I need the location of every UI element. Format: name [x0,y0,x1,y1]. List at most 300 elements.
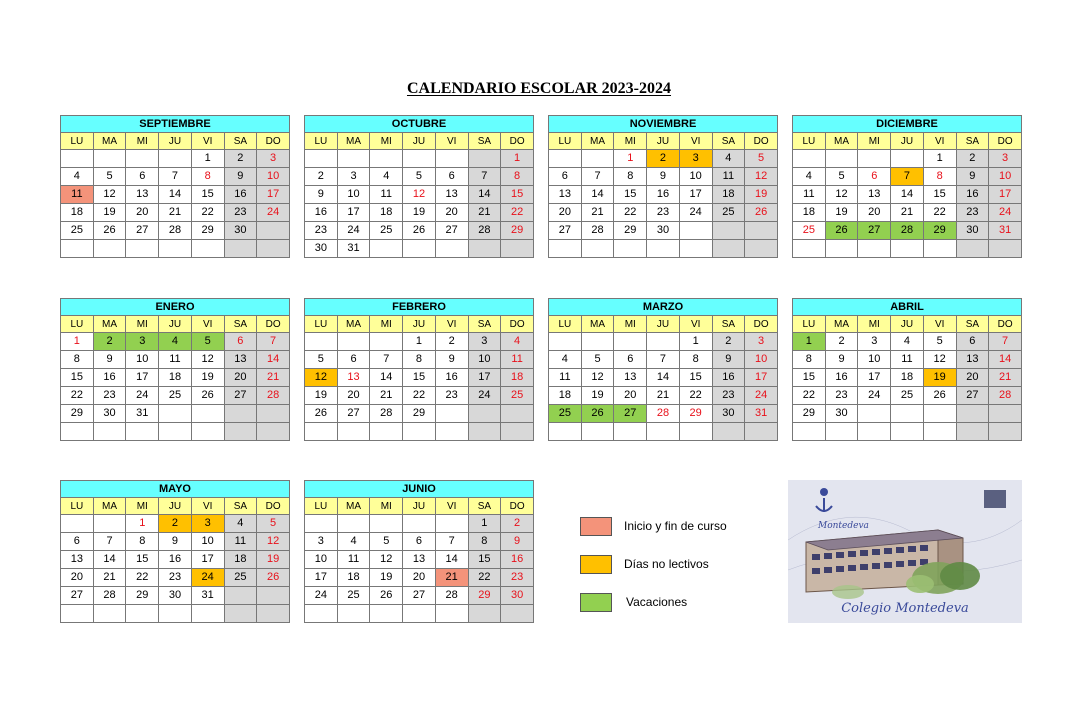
month-name: SEPTIEMBRE [60,115,290,132]
day-cell: 25 [891,387,924,405]
day-cell: 5 [745,150,778,168]
day-cell: 3 [745,333,778,351]
weekday-header: SA [712,316,745,333]
day-cell: 12 [825,186,858,204]
month-table [60,497,290,623]
day-cell: 24 [989,204,1022,222]
weekday-header: DO [989,316,1022,333]
day-cell: 27 [337,405,370,423]
day-cell: 8 [923,168,956,186]
day-cell: 4 [712,150,745,168]
day-cell: 12 [93,186,126,204]
month-name: ENERO [60,298,290,315]
day-cell: 19 [191,369,224,387]
day-cell: 19 [923,369,956,387]
day-cell: 2 [825,333,858,351]
month-calendar-diciembre [792,115,1022,258]
weekday-header: MA [825,316,858,333]
empty-day-cell [159,605,192,623]
day-cell: 12 [923,351,956,369]
day-cell: 23 [224,204,257,222]
day-cell: 21 [989,369,1022,387]
week-row [549,222,778,240]
week-row [305,240,534,258]
empty-day-cell [370,150,403,168]
weekday-header: MI [126,316,159,333]
empty-day-cell [403,515,436,533]
day-cell: 21 [581,204,614,222]
week-row [61,240,290,258]
day-cell: 19 [581,387,614,405]
day-cell: 11 [891,351,924,369]
weekday-header: SA [712,133,745,150]
empty-day-cell [403,240,436,258]
day-cell: 11 [337,551,370,569]
day-cell: 26 [825,222,858,240]
logo-school-name: Colegio Montedeva [841,601,969,616]
day-cell: 2 [956,150,989,168]
day-cell: 17 [257,186,290,204]
empty-day-cell [159,405,192,423]
weekday-header: DO [501,133,534,150]
empty-day-cell [468,405,501,423]
week-row [61,369,290,387]
day-cell: 27 [614,405,647,423]
legend-label: Inicio y fin de curso [624,519,727,533]
empty-day-cell [305,515,338,533]
day-cell: 1 [191,150,224,168]
empty-day-cell [224,423,257,441]
day-cell: 10 [468,351,501,369]
day-cell: 18 [159,369,192,387]
empty-day-cell [501,405,534,423]
day-cell: 12 [403,186,436,204]
empty-day-cell [126,605,159,623]
day-cell: 9 [647,168,680,186]
weekday-header: MA [581,316,614,333]
month-name: NOVIEMBRE [548,115,778,132]
day-cell: 1 [501,150,534,168]
day-cell: 26 [370,587,403,605]
weekday-header: MI [614,316,647,333]
month-calendar-marzo [548,298,778,441]
day-cell: 16 [435,369,468,387]
day-cell: 6 [61,533,94,551]
day-cell: 18 [61,204,94,222]
month-table [792,132,1022,258]
day-cell: 14 [581,186,614,204]
empty-day-cell [647,333,680,351]
day-cell: 20 [224,369,257,387]
empty-day-cell [370,605,403,623]
week-row [61,515,290,533]
day-cell: 8 [468,533,501,551]
day-cell: 13 [614,369,647,387]
empty-day-cell [712,240,745,258]
empty-day-cell [614,240,647,258]
week-row [793,405,1022,423]
day-cell: 25 [501,387,534,405]
month-calendar-abril [792,298,1022,441]
day-cell: 28 [257,387,290,405]
day-cell: 5 [93,168,126,186]
empty-day-cell [93,240,126,258]
day-cell: 23 [956,204,989,222]
empty-day-cell [435,423,468,441]
day-cell: 13 [224,351,257,369]
day-cell: 9 [305,186,338,204]
week-row [305,333,534,351]
day-cell: 21 [891,204,924,222]
month-name: MAYO [60,480,290,497]
weekday-header: LU [61,498,94,515]
day-cell: 6 [956,333,989,351]
weekday-header: VI [435,316,468,333]
day-cell: 28 [93,587,126,605]
day-cell: 22 [614,204,647,222]
weekday-header-row [61,498,290,515]
day-cell: 3 [679,150,712,168]
day-cell: 11 [370,186,403,204]
day-cell: 13 [956,351,989,369]
day-cell: 31 [337,240,370,258]
weekday-header: SA [224,316,257,333]
empty-day-cell [305,423,338,441]
empty-day-cell [825,240,858,258]
day-cell: 10 [191,533,224,551]
day-cell: 9 [435,351,468,369]
week-row [305,423,534,441]
day-cell: 15 [191,186,224,204]
week-row [61,387,290,405]
day-cell: 6 [549,168,582,186]
day-cell: 2 [435,333,468,351]
day-cell: 24 [126,387,159,405]
empty-day-cell [793,240,826,258]
day-cell: 4 [337,533,370,551]
day-cell: 5 [191,333,224,351]
week-row [61,186,290,204]
month-table [304,315,534,441]
weekday-header: JU [403,498,436,515]
week-row [549,240,778,258]
day-cell: 9 [501,533,534,551]
week-row [793,369,1022,387]
month-calendar-noviembre [548,115,778,258]
weekday-header: SA [224,133,257,150]
weekday-header: LU [305,316,338,333]
empty-day-cell [257,423,290,441]
empty-day-cell [126,240,159,258]
weekday-header: JU [891,133,924,150]
weekday-header: JU [647,133,680,150]
day-cell: 27 [403,587,436,605]
day-cell: 23 [712,387,745,405]
day-cell: 24 [679,204,712,222]
day-cell: 21 [257,369,290,387]
day-cell: 11 [712,168,745,186]
day-cell: 23 [305,222,338,240]
week-row [305,515,534,533]
day-cell: 10 [126,351,159,369]
weekday-header: VI [435,498,468,515]
day-cell: 11 [159,351,192,369]
day-cell: 26 [581,405,614,423]
week-row [61,423,290,441]
week-row [305,551,534,569]
empty-day-cell [126,150,159,168]
day-cell: 18 [891,369,924,387]
day-cell: 12 [581,369,614,387]
day-cell: 6 [614,351,647,369]
day-cell: 15 [923,186,956,204]
legend-swatch [580,517,612,536]
day-cell: 30 [956,222,989,240]
day-cell: 11 [793,186,826,204]
week-row [305,605,534,623]
day-cell: 12 [191,351,224,369]
week-row [61,569,290,587]
weekday-header: MA [337,316,370,333]
weekday-header-row [549,133,778,150]
day-cell: 22 [191,204,224,222]
empty-day-cell [956,405,989,423]
empty-day-cell [581,150,614,168]
week-row [61,405,290,423]
weekday-header: MA [581,133,614,150]
day-cell: 25 [549,405,582,423]
day-cell: 12 [257,533,290,551]
empty-day-cell [679,222,712,240]
empty-day-cell [337,605,370,623]
day-cell: 15 [614,186,647,204]
day-cell: 8 [61,351,94,369]
day-cell: 2 [159,515,192,533]
empty-day-cell [337,333,370,351]
empty-day-cell [305,150,338,168]
week-row [305,587,534,605]
day-cell: 18 [370,204,403,222]
day-cell: 6 [435,168,468,186]
day-cell: 9 [159,533,192,551]
day-cell: 19 [257,551,290,569]
day-cell: 8 [191,168,224,186]
day-cell: 29 [126,587,159,605]
day-cell: 8 [403,351,436,369]
day-cell: 17 [745,369,778,387]
empty-day-cell [93,515,126,533]
day-cell: 9 [712,351,745,369]
week-row [305,150,534,168]
day-cell: 1 [468,515,501,533]
weekday-header: LU [793,133,826,150]
weekday-header: SA [956,133,989,150]
week-row [793,423,1022,441]
day-cell: 15 [468,551,501,569]
empty-day-cell [793,150,826,168]
day-cell: 11 [224,533,257,551]
day-cell: 24 [745,387,778,405]
empty-day-cell [549,423,582,441]
empty-day-cell [159,150,192,168]
empty-day-cell [468,150,501,168]
weekday-header: MI [126,498,159,515]
weekday-header: MA [337,133,370,150]
weekday-header: DO [745,133,778,150]
week-row [305,222,534,240]
empty-day-cell [61,240,94,258]
empty-day-cell [581,423,614,441]
day-cell: 23 [501,569,534,587]
empty-day-cell [257,605,290,623]
weekday-header: VI [191,498,224,515]
corner-emblem [984,490,1006,508]
day-cell: 8 [793,351,826,369]
day-cell: 21 [468,204,501,222]
week-row [549,369,778,387]
weekday-header-row [61,133,290,150]
empty-day-cell [305,605,338,623]
empty-day-cell [793,423,826,441]
month-calendar-febrero [304,298,534,441]
empty-day-cell [370,423,403,441]
week-row [305,204,534,222]
empty-day-cell [61,605,94,623]
week-row [793,186,1022,204]
empty-day-cell [257,587,290,605]
empty-day-cell [257,240,290,258]
day-cell: 1 [614,150,647,168]
day-cell: 18 [501,369,534,387]
day-cell: 20 [549,204,582,222]
weekday-header: SA [468,316,501,333]
day-cell: 16 [712,369,745,387]
day-cell: 15 [126,551,159,569]
day-cell: 27 [435,222,468,240]
month-table [60,315,290,441]
empty-day-cell [581,333,614,351]
day-cell: 26 [745,204,778,222]
day-cell: 1 [126,515,159,533]
day-cell: 26 [257,569,290,587]
weekday-header-row [305,316,534,333]
weekday-header: SA [468,498,501,515]
day-cell: 22 [923,204,956,222]
day-cell: 25 [793,222,826,240]
day-cell: 16 [224,186,257,204]
day-cell: 2 [712,333,745,351]
empty-day-cell [159,423,192,441]
day-cell: 20 [956,369,989,387]
weekday-header: DO [257,316,290,333]
day-cell: 26 [191,387,224,405]
week-row [549,333,778,351]
empty-day-cell [647,240,680,258]
day-cell: 16 [501,551,534,569]
week-row [61,587,290,605]
day-cell: 7 [370,351,403,369]
empty-day-cell [435,240,468,258]
week-row [793,351,1022,369]
day-cell: 2 [305,168,338,186]
empty-day-cell [403,150,436,168]
day-cell: 8 [126,533,159,551]
day-cell: 15 [501,186,534,204]
weekday-header: SA [956,316,989,333]
week-row [793,150,1022,168]
weekday-header: JU [403,133,436,150]
day-cell: 21 [647,387,680,405]
day-cell: 20 [435,204,468,222]
week-row [61,351,290,369]
day-cell: 3 [126,333,159,351]
empty-day-cell [712,222,745,240]
empty-day-cell [549,150,582,168]
weekday-header: JU [159,498,192,515]
empty-day-cell [224,605,257,623]
weekday-header: JU [403,316,436,333]
day-cell: 24 [337,222,370,240]
day-cell: 22 [126,569,159,587]
day-cell: 14 [989,351,1022,369]
weekday-header-row [305,133,534,150]
empty-day-cell [257,405,290,423]
weekday-header-row [549,316,778,333]
week-row [305,569,534,587]
day-cell: 14 [370,369,403,387]
day-cell: 16 [305,204,338,222]
day-cell: 9 [825,351,858,369]
empty-day-cell [93,150,126,168]
day-cell: 5 [923,333,956,351]
empty-day-cell [501,605,534,623]
day-cell: 17 [989,186,1022,204]
weekday-header-row [793,133,1022,150]
day-cell: 23 [825,387,858,405]
week-row [61,150,290,168]
weekday-header: JU [891,316,924,333]
empty-day-cell [858,423,891,441]
day-cell: 26 [923,387,956,405]
day-cell: 25 [337,587,370,605]
day-cell: 28 [370,405,403,423]
day-cell: 11 [501,351,534,369]
day-cell: 12 [745,168,778,186]
empty-day-cell [370,240,403,258]
day-cell: 28 [989,387,1022,405]
weekday-header: LU [549,133,582,150]
empty-day-cell [956,423,989,441]
day-cell: 30 [501,587,534,605]
weekday-header: VI [435,133,468,150]
weekday-header: MI [126,133,159,150]
empty-day-cell [923,405,956,423]
week-row [61,222,290,240]
day-cell: 23 [159,569,192,587]
empty-day-cell [337,150,370,168]
day-cell: 28 [647,405,680,423]
day-cell: 5 [370,533,403,551]
day-cell: 2 [647,150,680,168]
day-cell: 29 [923,222,956,240]
day-cell: 22 [403,387,436,405]
weekday-header: VI [923,316,956,333]
day-cell: 7 [257,333,290,351]
day-cell: 15 [61,369,94,387]
day-cell: 13 [61,551,94,569]
day-cell: 29 [61,405,94,423]
weekday-header: JU [647,316,680,333]
